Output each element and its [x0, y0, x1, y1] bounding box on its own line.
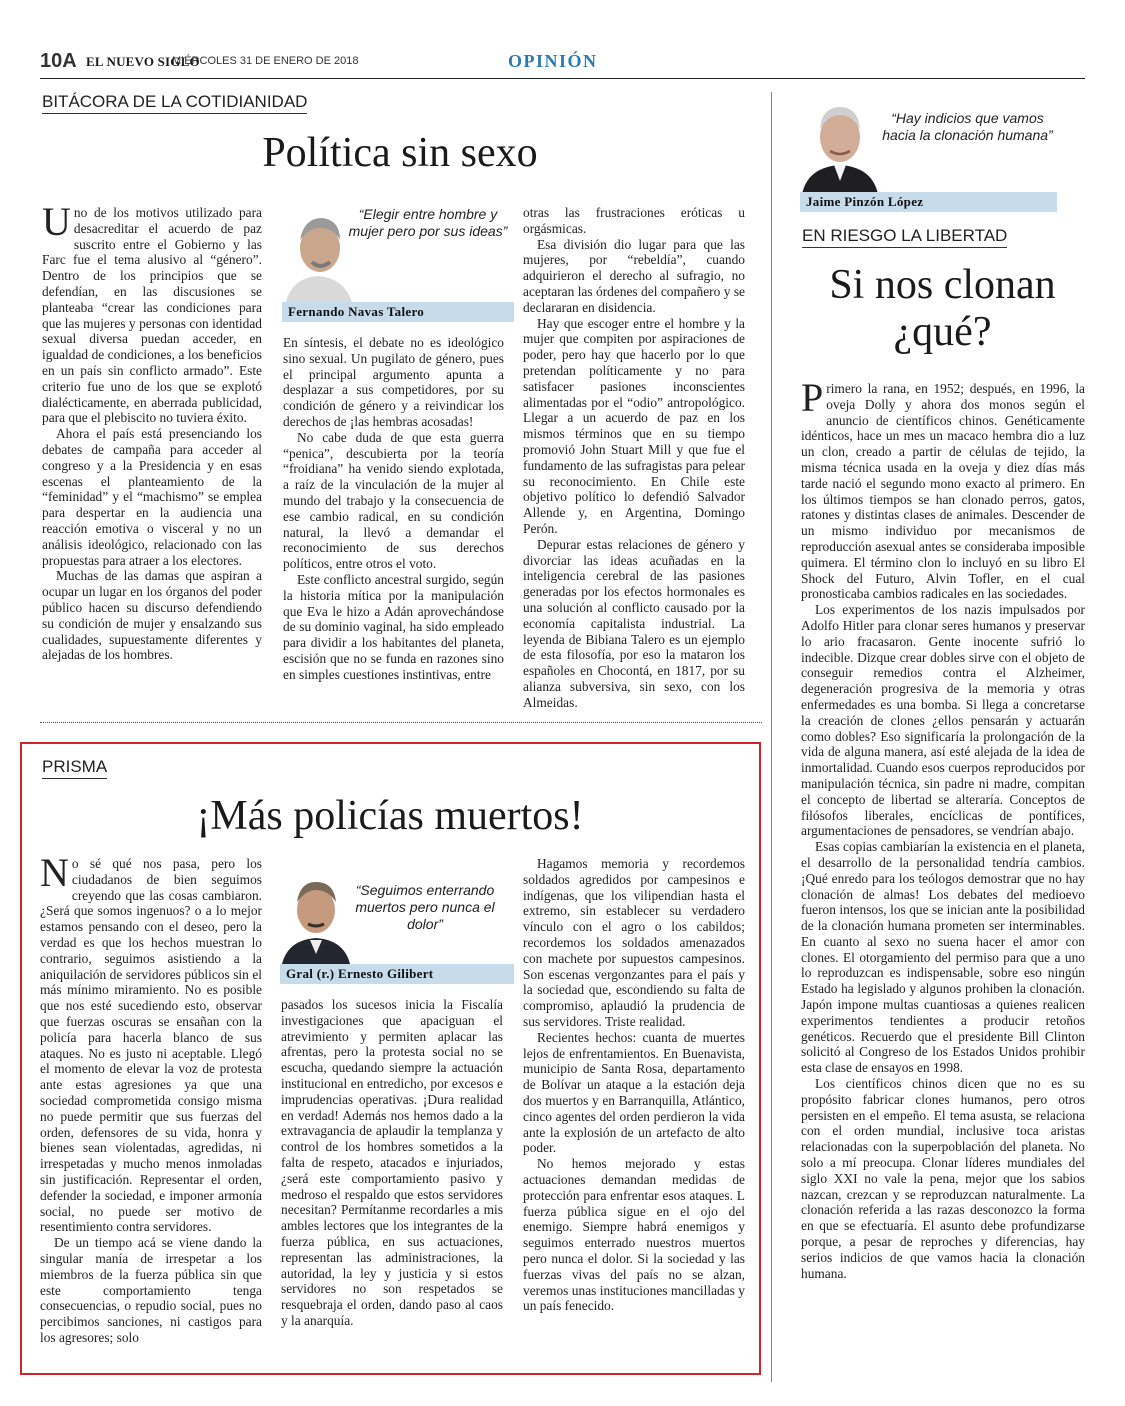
paragraph: no de los motivos utilizado para desacreditar el acuerdo de paz suscrito entre el Gobierno y las Farc fue el tema alusivo al “género”. Dentro de los principios que se defendían, en las discusiones se planteaba “crear las condiciones para que las mujeres y personas con identidad sexual diversa puedan acceder, en igualdad de condiciones, a los beneficios en un país sin conflicto armado”. Este criterio fue uno de los que se explotó dialécticamente, en aberrada publicidad, para que el plebiscito no tuviera éxito.: [42, 205, 262, 426]
dropcap: U: [42, 199, 71, 244]
paragraph: De un tiempo acá se viene dando la singular manía de irrespetar a los miembros de la fuerza pública sin que este comportamiento tenga consecuencias, o repudio social, pues no percibimos sanciones, ni castigos para los agresores; solo: [40, 1235, 262, 1345]
title-line-2: ¿qué?: [893, 309, 992, 356]
portrait-icon: [282, 204, 354, 302]
article1-title: Política sin sexo: [262, 130, 538, 176]
article2-kicker: PRISMA: [42, 757, 107, 779]
paragraph: Hay que escoger entre el hombre y la mujer que compiten por aspiraciones de poder, pero hay que hacerlo por lo que pretendan políticamente y no para satisfacer pasiones inconscientes alimentadas por el “odio” antropológico. Llegar a un acuerdo de paz en los mismos términos que en su tiempo promovió John Stuart Mill y que fue el fundamento de las sufragistas para pelear su reconocimiento. En Chile este objetivo político lo defendió Salvador Allende y, en Argentina, Domingo Perón.: [523, 315, 745, 536]
paragraph: Este conflicto ancestral surgido, según la historia mítica por la manipulación que Eva le hizo a Adán aprovechándose de su dominio vaginal, ha sido empleado para dividir a los habitantes del planeta, escisión que no se funda en razones sino en simples cuestiones instintivas, entre: [283, 571, 504, 682]
portrait-icon: [800, 97, 878, 194]
paragraph: Depurar estas relaciones de género y divorciar las ideas acuñadas en la inteligencia cerebral de las pasiones generadas por los efectos hormonales es una solución al conflicto causado por la economía capitalista industrial. La leyenda de Bibiana Talero es un ejemplo de esta filosofía, por eso la mataron los españoles en Chocontá, en 1817, por su alianza subversiva, sin sexo, con los Almeidas.: [523, 536, 745, 710]
paragraph: No cabe duda de que esta guerra “penica”, descubierta por la teoría “froidiana” ha venido siendo explotada, a raíz de la vinculación de la mujer al mundo del trabajo y la consecuencia de ese cambio radical, en su condición natural, la llevó a demandar el reconocimiento de sus derechos políticos, entre otros el voto.: [283, 429, 504, 572]
column-divider: [771, 92, 772, 1382]
paragraph: En síntesis, el debate no es ideológico sino sexual. Un pugilato de género, pues el principal argumento apunta a desplazar a sus competidores, por su condición de género y a reivindicar los derechos de ¡las hembras acosadas!: [283, 335, 504, 429]
dotted-separator: [40, 722, 762, 723]
article1-pull-quote: “Elegir entre hombre y mujer pero por sus ideas”: [348, 206, 508, 239]
newspaper-name: EL NUEVO SIGLO: [86, 54, 200, 69]
paragraph: otras las frustraciones eróticas u orgásmicas.: [523, 205, 745, 236]
article2-column-2: [281, 997, 503, 1329]
article2-pull-quote: “Seguimos enterrando muertos pero nunca el dolor”: [355, 882, 495, 932]
article3-title: [790, 262, 1095, 356]
issue-date: MIÉRCOLES 31 DE ENERO DE 2018: [172, 55, 359, 67]
page-number: 10A: [40, 50, 77, 72]
paragraph: Esa división dio lugar para que las mujeres, por “rebeldía”, cuando adquirieron el derecho al sufragio, no aceptaran las órdenes del compañero y se declararan en disidencia.: [523, 236, 745, 315]
dropcap: P: [801, 375, 824, 420]
title-line-1: Si nos clonan: [829, 262, 1056, 308]
author-photo: [282, 204, 354, 302]
article3-pull-quote: “Hay indicios que vamos hacia la clonación humana”: [882, 110, 1053, 143]
article2-author: Gral (r.) Ernesto Gilibert: [280, 964, 514, 984]
dropcap: N: [40, 850, 69, 895]
paragraph: rimero la rana, en 1952; después, en 1996, la oveja Dolly y ahora dos monos según el anuncio de científicos chinos. Genéticamente idénticos, hace un mes un macaco hembra dio a luz un clon, creado a partir de células de tejido, la misma técnica usada en la oveja y diez días más tarde nació el segundo mono exacto al primero. En los últimos tiempos se han clonado perros, gatos, ratones y distintas clases de animales. Descender de un mismo individuo por mecanismos de reproducción asexual antes se consideraba imposible quimera. El término clon lo incluyó en su libro El Shock del Futuro, Alvin Tofler, en el cual pronosticaba cambios radicales en las sociedades.: [801, 381, 1085, 602]
paragraph: Los científicos chinos dicen que no es su propósito fabricar clones humanos, pero otros persisten en el empeño. El tema asusta, se relaciona con el orden mundial, inclusive toca aristas relacionadas con la superpoblación del planeta. No solo a mí preocupa. Clonar líderes mundiales del siglo XXI no vale la pena, mejor que los sabios nazcan, crezcan y se reproduzcan naturalmente. La clonación referida a las razas desconozco la forma en que se efectuaría. El asunto debe profundizarse porque, a pesar de reproches y diferencias, hay serios indicios de que vamos hacia la clonación humana.: [801, 1076, 1085, 1281]
article3-kicker: EN RIESGO LA LIBERTAD: [802, 226, 1007, 248]
author-photo: [800, 97, 878, 194]
article2-column-1: [40, 850, 262, 1346]
article3-author: Jaime Pinzón López: [800, 192, 1057, 212]
paragraph: Esas copias cambiarían la existencia en el planeta, el desarrollo de la personalidad tendría cambios. ¡Qué enredo para los teólogos demostrar que no hay clonación de almas! Los debates del medioevo fueron intensos, los que se inician ante la posibilidad de la clonación humana prometen ser interminables. En cuanto al sexo no suena hacer el amor con clones. El otorgamiento del permiso para que a uno lo reproduzcan es indispensable, sobre eso ningún Estado ha legislado y algunos prohiben la clonación. Japón impone multas cuantiosas a quienes realicen experimentos tendientes a producir retoños genéticos. Recuerdo que el presidente Bill Clinton solicitó al Congreso de los Estados Unidos prohibir esta clase de ensayos en 1998.: [801, 839, 1085, 1076]
article1-column-2: [283, 335, 504, 683]
paragraph: Los experimentos de los nazis impulsados por Adolfo Hitler para clonar seres humanos y preservar lo ario fracasaron. Gente inocente sufrió lo indecible. Dizque crear dobles sirve con el objeto de conseguir remedios contra el Alzheimer, degeneración progresiva de la memoria y otras enfermedades es una bomba. Si llega a concretarse la creación de clones ¿ellos pensarán y actuarán como dobles? Eso significaría la prolongación de la vida de alguna manera, así esté alejada de la idea de inmortalidad. Cuando esos cuerpos reproducidos por manipulación técnica, sin padre ni madre, compitan el concepto de libertad se alteraría. Conceptos de filósofos liberales, encíclicas de pontífices, argumentaciones de pensadores, se vendrían abajo.: [801, 602, 1085, 839]
article1-kicker: BITÁCORA DE LA COTIDIANIDAD: [42, 92, 307, 114]
section-name: OPINIÓN: [508, 51, 598, 71]
article1-column-3: [523, 205, 745, 711]
article3-column: [801, 375, 1085, 1281]
article2-column-3: [523, 856, 745, 1314]
paragraph: pasados los sucesos inicia la Fiscalía investigaciones que apaciguan el atrevimiento y permiten aplacar las afrentas, pero la protesta social no se escucha, quedando siempre la actuación institucional en entredicho, por excesos e imprudencias operativas. ¡Dura realidad en verdad! Además nos hemos dado a la extravagancia de aplaudir la templanza y control de los hombres sometidos a la falta de respeto, atacados e injuriados, ¿será este comportamiento pasivo y medroso el respaldo que estos servidores necesitan? Permítanme recordarles a mis ambles lectores que los integrantes de la fuerza pública, en sus actuaciones, representan las administraciones, la autoridad, la ley y justicia y si estos servidores no son respetados se resquebraja el orden, dando paso al caos y la anarquía.: [281, 997, 503, 1328]
article2-title: ¡Más policías muertos!: [196, 793, 584, 839]
page-header: [40, 50, 1085, 79]
article1-column-1: [42, 199, 262, 663]
paragraph: Ahora el país está presenciando los debates de campaña para acceder al congreso y a la Presidencia y en esas escenas el planteamiento de la “feminidad” y el “machismo” se emplea para despertar en la audiencia una reacción emotiva o visceral y no un análisis ideológico, relacionado con las propuestas para atraer a los electores.: [42, 426, 262, 568]
article1-author: Fernando Navas Talero: [282, 302, 514, 322]
paragraph: Muchas de las damas que aspiran a ocupar un lugar en los órganos del poder público hacen su discurso defendiendo su condición de mujer y ensalzando sus cualidades, supuestamente diferentes y alejadas de los hombres.: [42, 568, 262, 663]
paragraph: No hemos mejorado y estas actuaciones demandan medidas de protección para enfrentar esos ataques. L fuerza pública sigue en el ojo del enemigo. Siempre habrá enemigos y seguimos enterrado nuestros muertos pero nunca el dolor. Si la sociedad y las fuerzas vivas del país no se alzan, veremos unas instituciones mancilladas y un país fenecido.: [523, 1156, 745, 1314]
paragraph: Hagamos memoria y recordemos soldados agredidos por campesinos e indígenas, que los vilipendian hasta el extremo, sin establecer su verdadero vínculo con el agro o los cabildos; recordemos los soldados amenazados con machete por supuestos campesinos. Son escenas vergonzantes para el país y la sociedad que, escondiendo su falta de compromiso, aplaudió la prudencia de sus servidores. Triste realidad.: [523, 856, 745, 1029]
paragraph: Recientes hechos: cuanta de muertes lejos de enfrentamientos. En Buenavista, municipio de Santa Rosa, departamento de Bolívar un ataque a la estación deja dos muertos y en Barranquilla, Atlántico, cinco agentes del orden perdieron la vida ante la explosión de un artefacto de alto poder.: [523, 1029, 745, 1156]
paragraph: o sé qué nos pasa, pero los ciudadanos de bien seguimos creyendo que las cosas cambiaron. ¿Será que somos ingenuos? o a lo mejor estamos pensando con el deseo, pero la verdad es que los hechos muestran lo contrario, seguimos asistiendo a la aniquilación de servidores públicos sin el más mínimo miramiento. No es posible que nos esté sucediendo esto, observar que fuerzas oscuras se ensañan con la policía para hacerla blanco de sus ataques. No es justo ni aceptable. Llegó el momento de elevar la voz de protesta ante estas agresiones ya que una sociedad comprometida consigo misma no puede permitir que sus fuerzas del orden, defensores de su vida, honra y bienes sean violentadas, agredidas, ni irrespetadas y mucho menos inmoladas sin justificación. Representar el orden, defender la sociedad, e imponer armonía social, no puede ser motivo de resentimiento contra servidores.: [40, 856, 262, 1235]
